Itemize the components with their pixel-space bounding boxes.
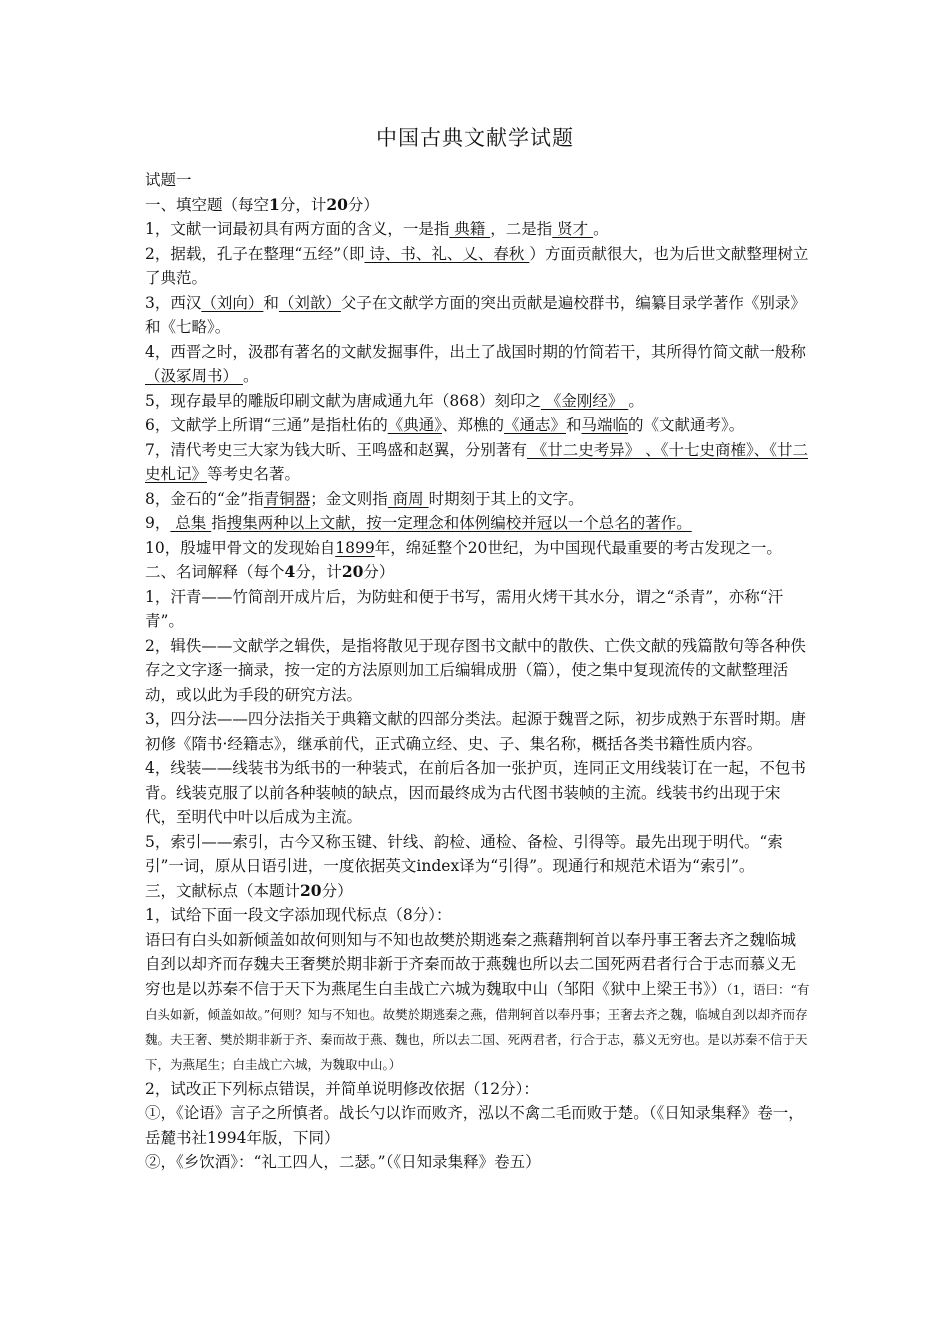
question-1: 1，文献一词最初具有两方面的含义，一是指 典籍 ，二是指 贤才 。: [145, 220, 609, 238]
answer: （刘向）: [201, 293, 264, 312]
question-4: 4，西晋之时，汲郡有著名的文献发掘事件，出土了战国时期的竹简若干，其所得竹简文献一般称 （汲冢周书） 。: [145, 342, 806, 385]
part3-heading: 三，文献标点（本题计20分）: [145, 880, 353, 900]
part1-heading: 一、填空题（每空1分，计20分）: [145, 194, 379, 214]
answer: 《金刚经》: [540, 391, 629, 410]
question-10: 10，殷墟甲骨文的发现始自1899年，绵延整个20世纪，为中国现代最重要的考古发现之一。: [145, 538, 782, 557]
answer: 《典通》: [387, 416, 442, 434]
term-item: 2，辑佚——文献学之辑佚，是指将散见于现存图书文献中的散佚、亡佚文献的残篇散句等各种佚存之文字逐一摘录，按一定的方法原则加工后编辑成册（篇），使之集中复现流传的文献整理活动，或以此为手段的研究方法。: [145, 636, 806, 704]
answer: （汲冢周书）: [145, 367, 243, 385]
punctuation-question-2: 2，试改正下列标点错误，并简单说明修改依据（12分）：: [145, 1079, 539, 1098]
answer: 《通志》: [504, 416, 567, 434]
question-3: 3，西汉（刘向）和（刘歆）父子在文献学方面的突出贡献是遍校群书，编纂目录学著作《别录》和《七略》。: [145, 293, 806, 336]
answer: 马端临: [581, 416, 629, 434]
answer: 1899: [335, 538, 375, 557]
question-8: 8，金石的“金”指青铜器；金文则指 商周 时期刻于其上的文字。: [145, 489, 584, 508]
term-item: 5，索引——索引，古今又称玉键、针线、韵检、通检、备检、引得等。最先出现于明代。“索引”一词，原从日语引进，一度依据英文index译为“引得”。现通行和规范术语为“索引”。: [145, 832, 783, 875]
answer: （刘歆）: [278, 293, 341, 312]
page-title: 中国古典文献学试题: [376, 126, 574, 150]
answer: 诗、书、礼、乂、春秋: [364, 244, 530, 263]
answer: 贤才: [552, 220, 594, 238]
question-5: 5，现存最早的雕版印刷文献为唐咸通九年（868）刻印之 《金刚经》 。: [145, 391, 644, 410]
question-6: 6，文献学上所谓“三通”是指杜佑的《典通》、郑樵的《通志》和马端临的《文献通考》。: [145, 416, 745, 434]
answer: 搜集两种以上文献，按一定理念和体例编校并冠以一个总名的著作。: [226, 514, 692, 532]
answer: 典籍: [449, 220, 491, 238]
answer: 总集: [170, 514, 212, 532]
punctuation-text: 语曰有白头如新倾盖如故何则知与不知也故樊於期逃秦之燕藉荆轲首以奉丹事王奢去齐之魏临城自刭以却齐而存魏夫王奢樊於期非新于齐秦而故于燕魏也所以去二国死两君者行合于志而慕义无穷也是以苏秦不信于天下为燕尾生白圭战亡六城为魏取中山（邹阳《狱中上梁王书》）（1，语曰：“有白头如新，倾盖如故。”何则？知与不知也。故樊於期逃秦之燕，借荆轲首以奉丹事；王奢去齐之魏，临城自刭以却齐而存魏。夫王奢、樊於期非新于齐、秦而故于燕、魏也，所以去二国、死两君者，行合于志，慕义无穷也。是以苏秦不信于天下，为燕尾生；白圭战亡六城，为魏取中山。）: [145, 930, 810, 1072]
part2-heading: 二、名词解释（每个4分，计20分）: [145, 562, 395, 581]
term-item: 3，四分法——四分法指关于典籍文献的四部分类法。起源于魏晋之际，初步成熟于东晋时期。唐初修《隋书·经籍志》，继承前代，正式确立经、史、子、集名称，概括各类书籍性质内容。: [145, 710, 806, 753]
correction-item: ②，《乡饮酒》：“礼工四人，二瑟。”（《日知录集释》卷五）: [145, 1153, 541, 1171]
question-9: 9， 总集 指搜集两种以上文献，按一定理念和体例编校并冠以一个总名的著作。: [145, 514, 692, 532]
question-7: 7，清代考史三大家为钱大昕、王鸣盛和赵翼，分别著有 《廿二史考异》 、《十七史商榷》、《廿二史札记》等考史名著。: [145, 440, 808, 483]
punctuation-answer: （1，语曰：“有白头如新，倾盖如故。”何则？知与不知也。故樊於期逃秦之燕，借荆轲首以奉丹事；王奢去齐之魏，临城自刭以却齐而存魏。夫王奢、樊於期非新于齐、秦而故于燕、魏也，所以去二国、死两君者，行合于志，慕义无穷也。是以苏秦不信于天下，为燕尾生；白圭战亡六城，为魏取中山。）: [145, 981, 810, 1072]
term-item: 4，线装——线装书为纸书的一种装式，在前后各加一张护页，连同正文用线装订在一起，不包书背。线装克服了以前各种装帧的缺点，因而最终成为古代图书装帧的主流。线装书约出现于宋代，至明代中叶以后成为主流。: [145, 759, 806, 826]
question-2: 2，据载，孔子在整理“五经”（即 诗、书、礼、乂、春秋 ）方面贡献很大，也为后世文献整理树立了典范。: [145, 244, 809, 287]
correction-item: ①，《论语》言子之所慎者。战长勺以诈而败齐，泓以不禽二毛而败于楚。（《日知录集释》卷一，岳麓书社1994年版，下同）: [145, 1104, 804, 1147]
term-item: 1，汗青——竹简剖开成片后，为防蛀和便于书写，需用火烤干其水分，谓之“杀青”，亦称“汗青”。: [145, 587, 784, 630]
section-label: 试题一: [145, 171, 192, 189]
answer: 商周: [387, 489, 429, 508]
punctuation-question-1: 1，试给下面一段文字添加现代标点（8分）：: [145, 906, 452, 924]
document-body: [145, 168, 810, 1175]
answer: 青铜器: [263, 489, 311, 508]
answer: 《廿二史考异》 、《十七史商榷》、《廿二史札记》: [145, 440, 808, 483]
